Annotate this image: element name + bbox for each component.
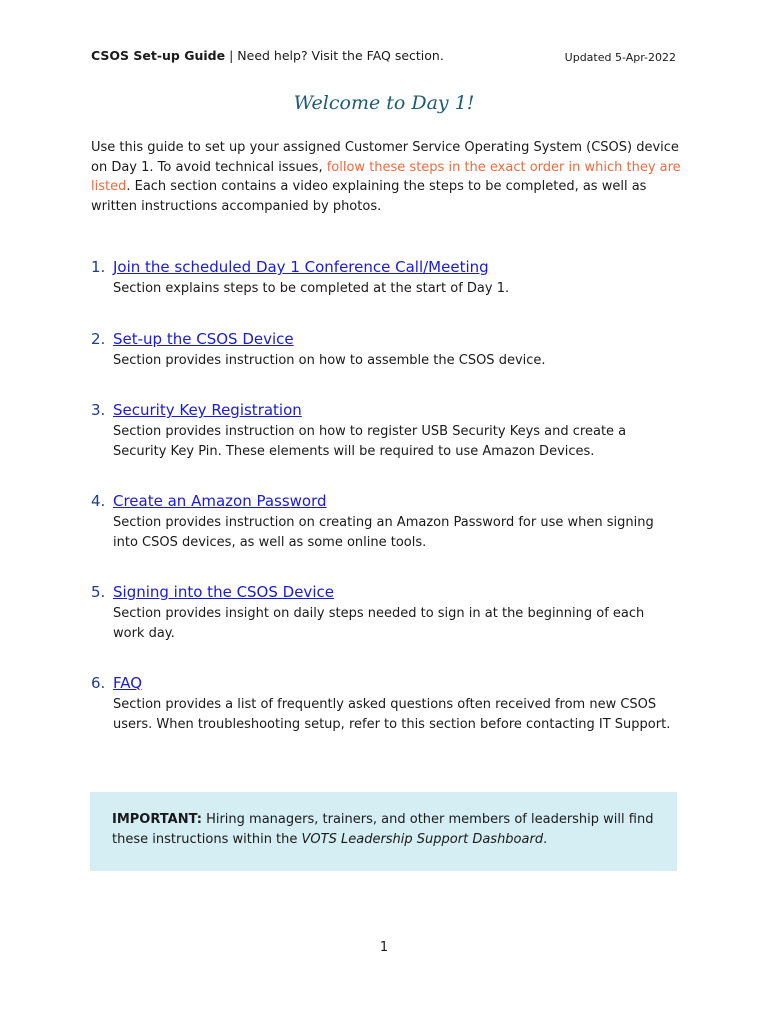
intro-text-end: . Each section contains a video explaining the steps to be completed, as well as written instructions accompanied by photos.: [91, 179, 647, 214]
header-separator: |: [225, 48, 238, 63]
page-number: 1: [379, 940, 389, 955]
section-description: Section provides a list of frequently asked questions often received from new CSOS users. When troubleshooting setup, refer to this section before contacting IT Support.: [113, 697, 671, 732]
callout-label: IMPORTANT:: [112, 812, 202, 827]
updated-date: Updated 5-Apr-2022: [564, 51, 676, 64]
intro-highlight: follow these steps in the exact order in which they are listed: [91, 159, 681, 194]
page-title: Welcome to Day 1!: [293, 92, 475, 114]
section-number: 4.: [91, 492, 106, 510]
callout-text: [112, 810, 667, 850]
section-link-setup-device[interactable]: Set-up the CSOS Device: [113, 330, 294, 348]
section-number: 3.: [91, 401, 106, 419]
section-description: Section provides instruction on how to register USB Security Keys and create a Security Key Pin. These elements will be required to use Amazon Devices.: [113, 424, 627, 459]
section-number: 2.: [91, 330, 106, 348]
callout-body: Hiring managers, trainers, and other members of leadership will find these instructions within the: [112, 812, 654, 847]
section-description: Section provides instruction on creating an Amazon Password for use when signing into CSOS devices, as well as some online tools.: [113, 515, 654, 550]
section-description: Section provides insight on daily steps needed to sign in at the beginning of each work day.: [113, 606, 645, 641]
section-link-signing-in[interactable]: Signing into the CSOS Device: [113, 583, 334, 601]
section-link-security-key[interactable]: Security Key Registration: [113, 401, 302, 419]
section-number: 6.: [91, 674, 106, 692]
important-callout: [90, 792, 677, 871]
section-link-amazon-password[interactable]: Create an Amazon Password: [113, 492, 327, 510]
section-description: Section explains steps to be completed at the start of Day 1.: [113, 281, 510, 296]
section-link-faq[interactable]: FAQ: [113, 674, 143, 692]
dashboard-name: VOTS Leadership Support Dashboard: [301, 832, 544, 847]
page-header: [91, 47, 676, 65]
section-number: 1.: [91, 258, 106, 276]
callout-end: .: [543, 832, 548, 847]
section-description: Section provides instruction on how to assemble the CSOS device.: [113, 353, 546, 368]
intro-paragraph: [91, 138, 681, 216]
section-link-conference-call[interactable]: Join the scheduled Day 1 Conference Call/Meeting: [113, 258, 489, 276]
help-text: Need help? Visit the FAQ section.: [237, 48, 444, 63]
section-number: 5.: [91, 583, 106, 601]
guide-title: CSOS Set-up Guide: [91, 48, 226, 63]
intro-text-start: Use this guide to set up your assigned Customer Service Operating System (CSOS) device on Day 1. To avoid technical issues,: [91, 140, 679, 175]
